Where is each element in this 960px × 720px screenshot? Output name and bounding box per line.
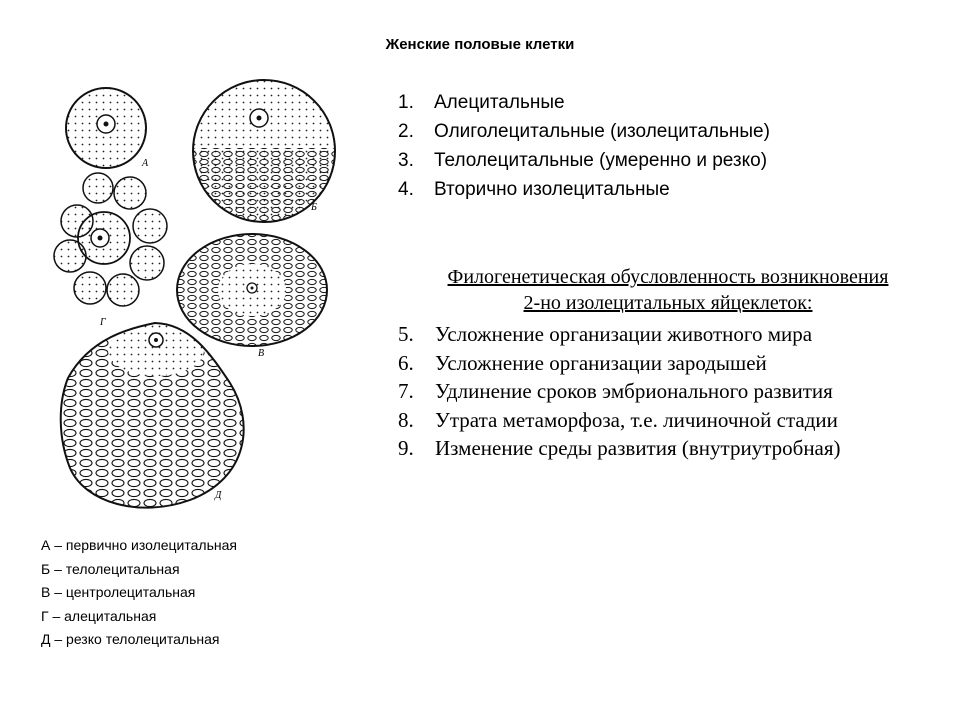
legend-item: А – первично изолецитальная xyxy=(41,537,237,553)
list-item: 2. Олиголецитальные (изолецитальные) xyxy=(398,121,770,142)
subtitle-line: 2-но изолецитальных яйцеклеток: xyxy=(523,292,813,314)
list-item: 6. Усложнение организации зародышей xyxy=(398,350,767,375)
letter-g: Г xyxy=(100,317,106,328)
list-item: 8. Утрата метаморфоза, т.е. личиночной стадии xyxy=(398,407,838,432)
legend-item: Г – алецитальная xyxy=(41,607,157,624)
egg-cell-b xyxy=(190,80,340,228)
list-item: 3. Телолецитальные (умеренно и резко) xyxy=(398,150,768,171)
subtitle-line: Филогенетическая обусловленность возникновения xyxy=(447,266,889,288)
list-item: 5. Усложнение организации животного мира xyxy=(398,322,813,346)
list-item: 7. Удлинение сроков эмбрионального развития xyxy=(398,379,833,403)
egg-cell-g xyxy=(54,173,167,328)
letter-a: А xyxy=(142,158,149,169)
letter-d: Д xyxy=(215,490,222,501)
list-item: 9. Изменение среды развития (внутриутробная) xyxy=(398,436,841,460)
slide-title: Женские половые клетки xyxy=(385,36,575,53)
letter-v: В xyxy=(258,348,265,359)
egg-cell-a xyxy=(66,88,149,169)
legend-item: Д – резко телолецитальная xyxy=(41,631,220,647)
letter-b: Б xyxy=(311,202,317,213)
reasons-list xyxy=(398,322,841,465)
egg-cell-d xyxy=(61,323,244,508)
egg-types-list xyxy=(398,92,770,208)
list-item: 1. Алецитальные xyxy=(398,92,565,113)
section-subtitle xyxy=(400,264,936,316)
legend-item: В – центролецитальная xyxy=(41,584,196,600)
figure-legend xyxy=(41,537,237,655)
egg-cells-illustration xyxy=(30,78,370,518)
list-item: 4. Вторично изолецитальные xyxy=(398,179,670,200)
egg-cell-v xyxy=(177,234,327,359)
legend-item: Б – телолецитальная xyxy=(41,560,180,577)
